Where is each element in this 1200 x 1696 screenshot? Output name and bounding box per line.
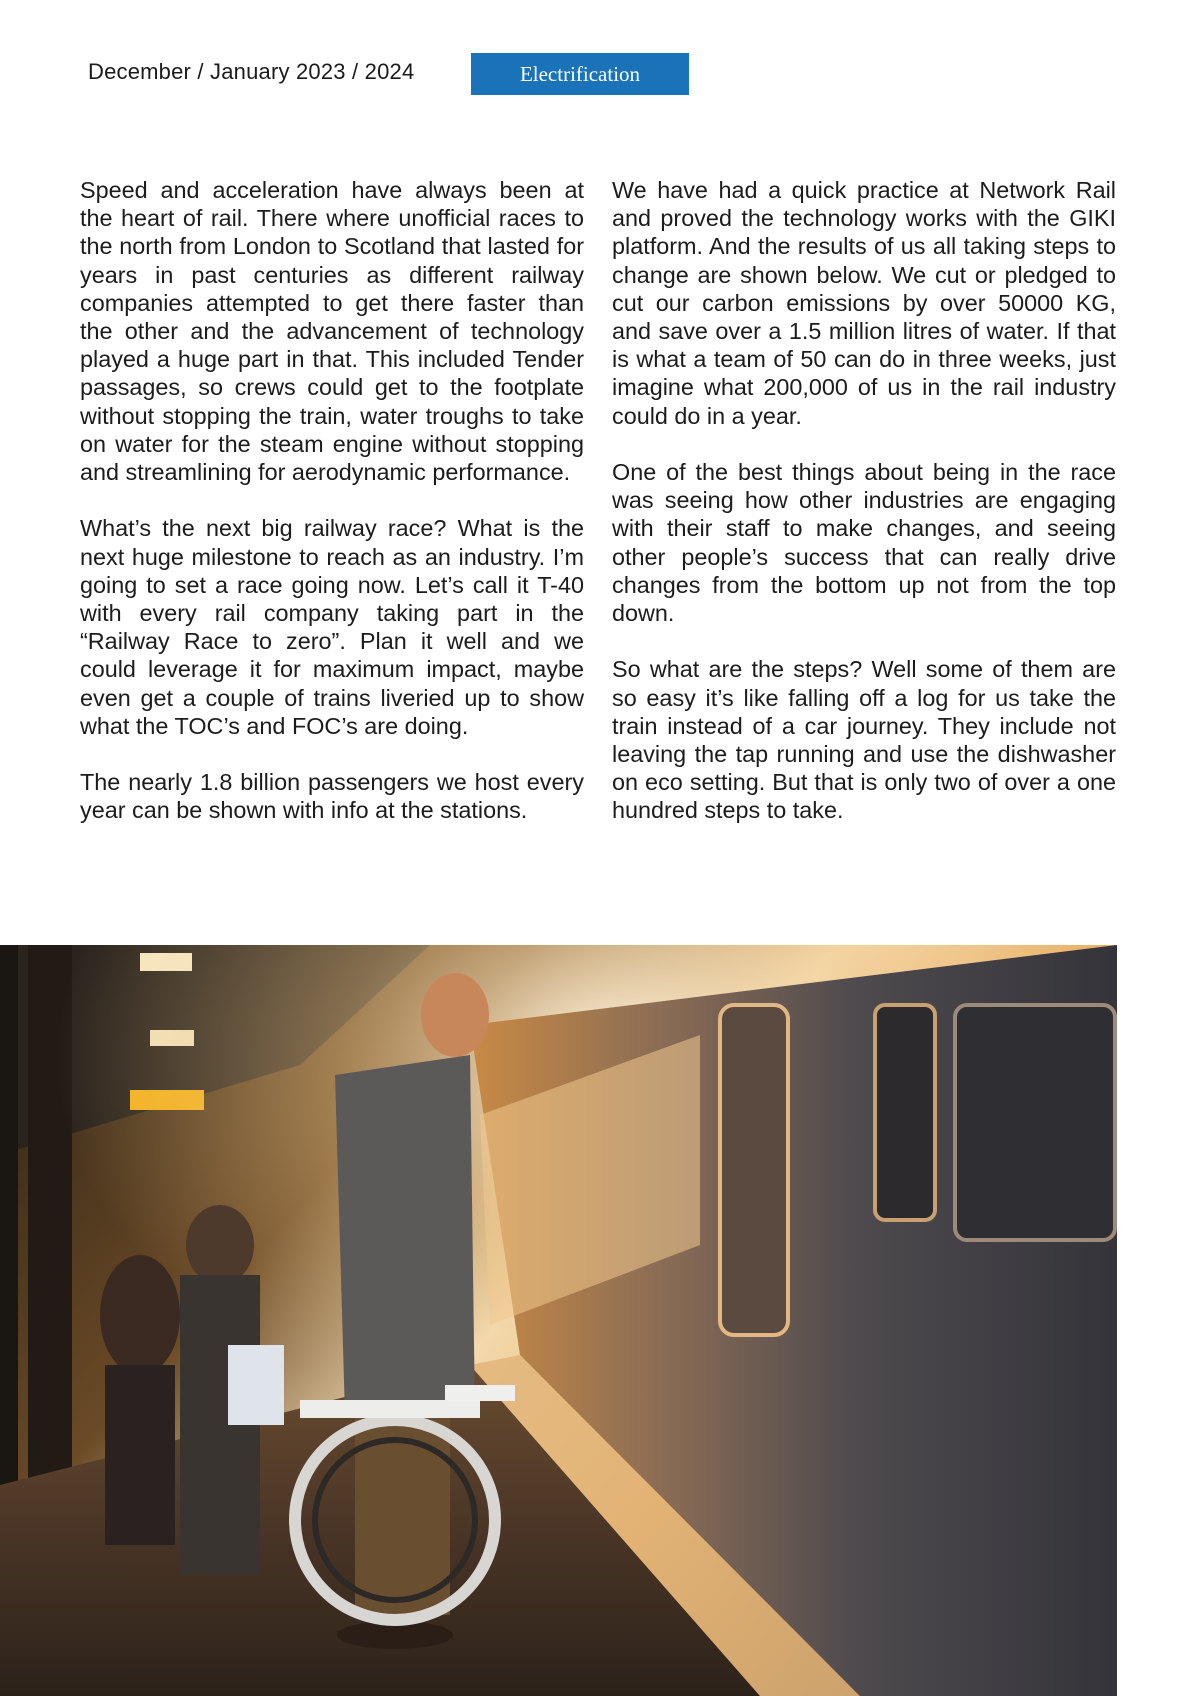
platform-photo bbox=[0, 945, 1117, 1696]
article-paragraph: We have had a quick practice at Network Rail and proved the technology works with the GIKI platform. And the results of us all taking steps to change are shown below. We cut or pledged to cut our carbon emissions by over 50000 KG, and save over a 1.5 million litres of water. If that is what a team of 50 can do in three weeks, just imagine what 200,000 of us in the rail industry could do in a year. bbox=[612, 177, 1116, 429]
article-paragraph: One of the best things about being in the race was seeing how other industries are engaging with their staff to make changes, and seeing other people’s success that can really drive changes from the bottom up not from the top down. bbox=[612, 459, 1116, 627]
article-paragraph: So what are the steps? Well some of them are so easy it’s like falling off a log for us take the train instead of a car journey. They include not leaving the tap running and use the dishwasher on eco setting. But that is only two of over a one hundred steps to take. bbox=[612, 656, 1116, 824]
section-tag: Electrification bbox=[471, 53, 689, 95]
article-paragraph: Speed and acceleration have always been at the heart of rail. There where unofficial races to the north from London to Scotland that lasted for years in past centuries as different railway companies attempted to get there faster than the other and the advancement of technology played a huge part in that. This included Tender passages, so crews could get to the footplate without stopping the train, water troughs to take on water for the steam engine without stopping and streamlining for aerodynamic performance. bbox=[80, 177, 584, 486]
article-paragraph: What’s the next big railway race? What is the next huge milestone to reach as an industry. I’m going to set a race going now. Let’s call it T-40 with every rail company taking part in the “Railway Race to zero”. Plan it well and we could leverage it for maximum impact, maybe even get a couple of trains liveried up to show what the TOC’s and FOC’s are doing. bbox=[80, 515, 584, 739]
issue-date: December / January 2023 / 2024 bbox=[88, 59, 415, 84]
article-paragraph: The nearly 1.8 billion passengers we host every year can be shown with info at the stations. bbox=[80, 769, 584, 824]
article-column-left bbox=[80, 176, 584, 853]
article-column-right bbox=[612, 176, 1116, 853]
